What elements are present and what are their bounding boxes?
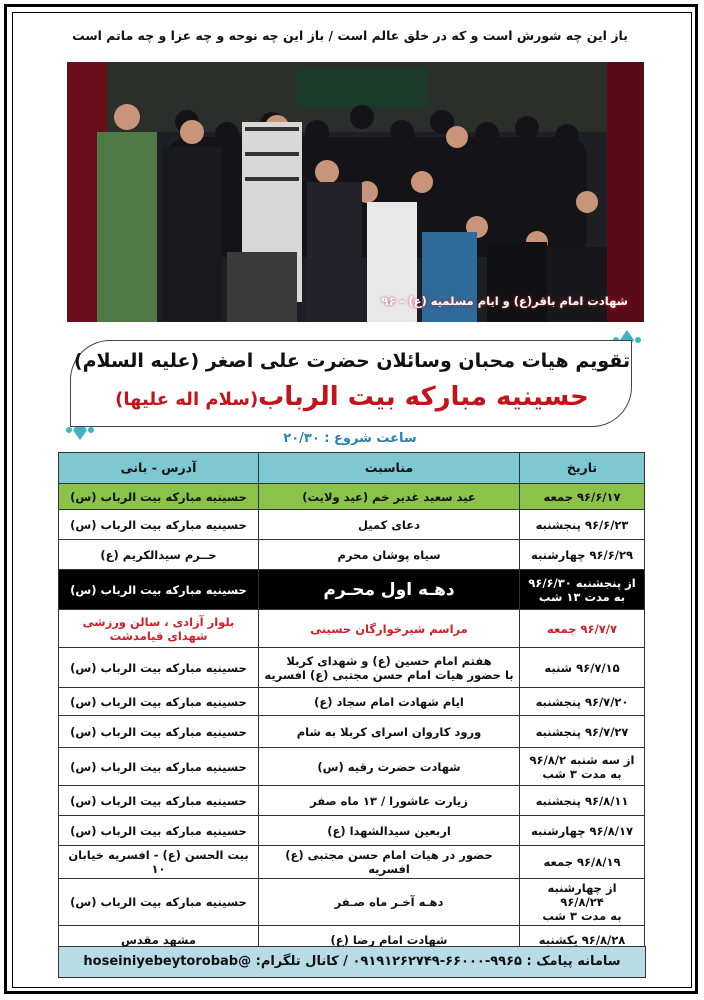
table-row — [59, 648, 645, 688]
row-date: ۹۶/۶/۲۹ چهارشنبه — [520, 540, 645, 570]
row-date-line2: به مدت ۳ شب — [542, 766, 622, 781]
table-row — [59, 484, 645, 510]
row-date — [520, 748, 645, 786]
table-row — [59, 688, 645, 716]
venue-name: حسینیه مبارکه بیت الرباب — [258, 382, 589, 412]
row-address: حسینیه مبارکه بیت الرباب (س) — [59, 510, 259, 540]
row-date: ۹۶/۸/۲۸ یکشنبه — [520, 926, 645, 954]
row-date — [520, 570, 645, 610]
photo-caption: شهادت امام باقر(ع) و ایام مسلمیه (ع) - ۹۶ — [381, 294, 628, 308]
table-row — [59, 816, 645, 846]
row-address-line2: شهدای قیامدشت — [109, 628, 208, 643]
row-date-line2: به مدت ۳ شب — [542, 909, 622, 923]
header-date: تاریخ — [520, 453, 645, 484]
row-occasion — [259, 648, 520, 688]
group-photo — [67, 62, 644, 322]
row-date: ۹۶/۶/۱۷ جمعه — [520, 484, 645, 510]
venue-name-suffix: (سلام اله علیها) — [115, 389, 259, 410]
row-date: ۹۶/۶/۲۳ پنجشنبه — [520, 510, 645, 540]
row-occasion: سیاه پوشان محرم — [259, 540, 520, 570]
venue-title — [0, 382, 704, 412]
table-row — [59, 610, 645, 648]
row-address: بیت الحسن (ع) - افسریه خیابان ۱۰ — [59, 846, 259, 879]
row-address: حسینیه مبارکه بیت الرباب (س) — [59, 688, 259, 716]
row-date: ۹۶/۷/۲۷ پنجشنبه — [520, 716, 645, 748]
row-address: حسینیه مبارکه بیت الرباب (س) — [59, 816, 259, 846]
table-row — [59, 748, 645, 786]
row-date: ۹۶/۸/۱۱ پنجشنبه — [520, 786, 645, 816]
table-row — [59, 716, 645, 748]
table-row — [59, 846, 645, 879]
row-occasion: شهادت حضرت رقیه (س) — [259, 748, 520, 786]
table-header-row — [59, 453, 645, 484]
row-address: حسینیه مبارکه بیت الرباب (س) — [59, 484, 259, 510]
row-date: ۹۶/۷/۱۵ شنبه — [520, 648, 645, 688]
row-date: ۹۶/۸/۱۷ چهارشنبه — [520, 816, 645, 846]
row-date — [520, 879, 645, 926]
header-occasion: مناسبت — [259, 453, 520, 484]
table-row — [59, 879, 645, 926]
table-row — [59, 570, 645, 610]
row-occasion: ایام شهادت امام سجاد (ع) — [259, 688, 520, 716]
row-occasion: زیارت عاشورا / ۱۳ ماه صفر — [259, 786, 520, 816]
table-row — [59, 510, 645, 540]
group-photo-illustration — [67, 62, 644, 322]
row-date-line1: از سه شنبه ۹۶/۸/۲ — [529, 752, 635, 767]
row-occasion: اربعین سیدالشهدا (ع) — [259, 816, 520, 846]
page-title: تقویم هیات محبان وسائلان حضرت علی اصغر (علیه السلام) — [73, 350, 631, 372]
row-occasion: شهادت امام رضا (ع) — [259, 926, 520, 954]
schedule-table — [58, 452, 645, 954]
row-address — [59, 610, 259, 648]
row-occasion-line1: هفتم امام حسین (ع) و شهدای کربلا — [286, 653, 492, 668]
start-time: ساعت شروع : ۲۰/۳۰ — [283, 431, 417, 446]
row-date-line2: به مدت ۱۳ شب — [538, 589, 626, 604]
row-address: حسینیه مبارکه بیت الرباب (س) — [59, 570, 259, 610]
row-occasion: دهـه آخـر ماه صـفر — [259, 879, 520, 926]
row-occasion: عید سعید غدیر خم (عید ولایت) — [259, 484, 520, 510]
row-date-line1: از پنجشنبه ۹۶/۶/۳۰ — [528, 575, 636, 590]
row-occasion-line2: با حضور هیات امام حسن مجتبی (ع) افسریه — [264, 667, 514, 682]
contact-footer: سامانه پیامک : ۹۹۶۵-۶۶۰۰۰-۰۹۱۹۱۲۶۲۷۴۹ / کانال تلگرام: @hoseiniyebeytorobab — [58, 946, 646, 978]
row-occasion: حضور در هیات امام حسن مجتبی (ع) افسریه — [259, 846, 520, 879]
row-occasion: مراسم شیرخوارگان حسینی — [259, 610, 520, 648]
row-date: ۹۶/۷/۷ جمعه — [520, 610, 645, 648]
row-address: حسینیه مبارکه بیت الرباب (س) — [59, 716, 259, 748]
row-address: حسینیه مبارکه بیت الرباب (س) — [59, 748, 259, 786]
row-date-line1: از چهارشنبه ۹۶/۸/۲۴ — [547, 881, 617, 909]
row-address: حــرم سیدالکریم (ع) — [59, 540, 259, 570]
row-date: ۹۶/۷/۲۰ پنجشنبه — [520, 688, 645, 716]
row-occasion: ورود کاروان اسرای کربلا به شام — [259, 716, 520, 748]
row-occasion: دعای کمیل — [259, 510, 520, 540]
row-date: ۹۶/۸/۱۹ جمعه — [520, 846, 645, 879]
row-address: مشهد مقدس — [59, 926, 259, 954]
header-address: آدرس - بانی — [59, 453, 259, 484]
row-address-line1: بلوار آزادی ، سالن ورزشی — [82, 614, 235, 629]
table-row — [59, 540, 645, 570]
row-address: حسینیه مبارکه بیت الرباب (س) — [59, 786, 259, 816]
row-address: حسینیه مبارکه بیت الرباب (س) — [59, 879, 259, 926]
table-row — [59, 786, 645, 816]
poem-tagline: باز این چه شورش است و که در خلق عالم است / باز این چه نوحه و چه عزا و چه ماتم است — [72, 28, 628, 43]
row-occasion: دهـه اول محـرم — [259, 570, 520, 610]
row-address: حسینیه مبارکه بیت الرباب (س) — [59, 648, 259, 688]
